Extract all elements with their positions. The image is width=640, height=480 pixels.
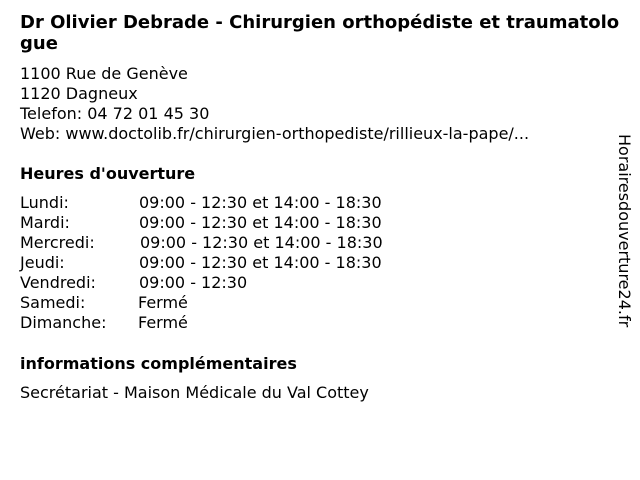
address-block [20,64,529,144]
time-value: Fermé [138,293,188,312]
opening-hours-heading: Heures d'ouverture [20,164,196,183]
day-label: Jeudi: [20,253,65,272]
time-value: 09:00 - 12:30 et 14:00 - 18:30 [139,213,382,232]
street-address: 1100 Rue de Genève [20,64,188,83]
page-title: Dr Olivier Debrade - Chirurgien orthopédiste et traumatologue [20,12,620,54]
day-label: Dimanche: [20,313,107,332]
day-label: Lundi: [20,193,69,212]
day-label: Mardi: [20,213,70,232]
site-watermark: Horairesdouverture24.fr [615,134,634,328]
phone-number[interactable]: Telefon: 04 72 01 45 30 [20,104,210,123]
day-label: Samedi: [20,293,86,312]
additional-info-heading: informations complémentaires [20,354,297,373]
day-label: Vendredi: [20,273,96,292]
time-value: 09:00 - 12:30 et 14:00 - 18:30 [139,193,382,212]
city-address: 1120 Dagneux [20,84,138,103]
time-value: Fermé [138,313,188,332]
time-value: 09:00 - 12:30 et 14:00 - 18:30 [139,253,382,272]
time-value: 09:00 - 12:30 [139,273,248,292]
time-value: 09:00 - 12:30 et 14:00 - 18:30 [140,233,383,252]
additional-info-text: Secrétariat - Maison Médicale du Val Cottey [20,383,369,402]
website-link[interactable]: Web: www.doctolib.fr/chirurgien-orthopediste/rillieux-la-pape/... [20,124,530,143]
day-label: Mercredi: [20,233,95,252]
